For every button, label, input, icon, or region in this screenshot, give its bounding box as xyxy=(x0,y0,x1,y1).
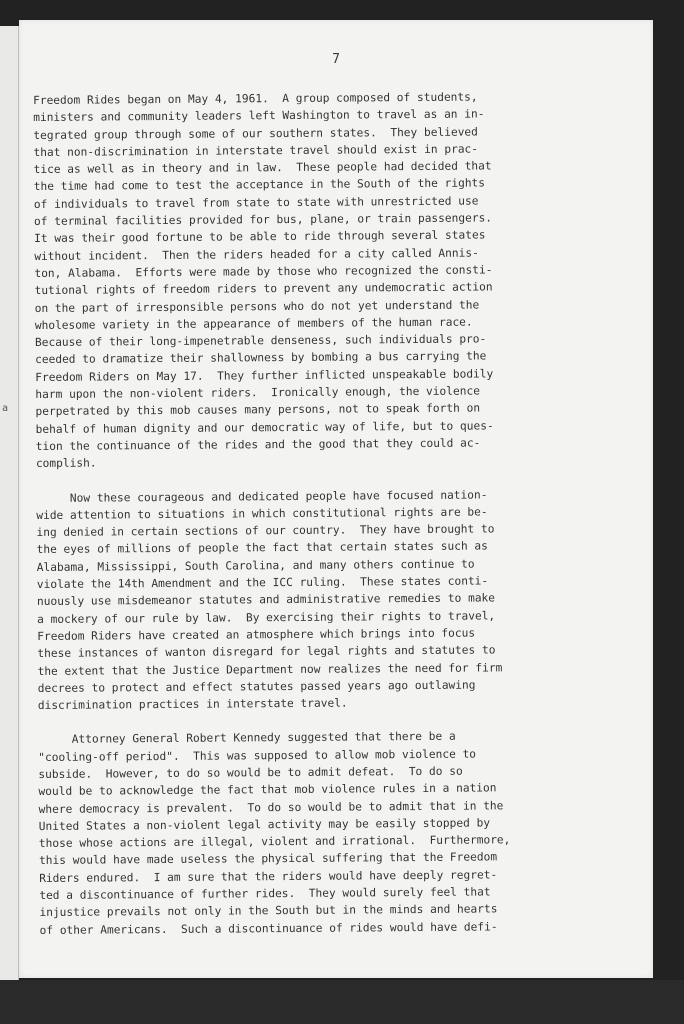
text-line: those whose actions are illegal, violent and irrational. Furthermore, xyxy=(38,833,511,851)
text-line: Freedom Riders have created an atmosphere which brings into focus xyxy=(37,626,476,643)
text-line: Freedom Riders on May 17. They further inflicted unspeakable bodily xyxy=(35,367,494,384)
text-line: that non-discrimination in interstate travel should exist in prac- xyxy=(33,142,479,159)
margin-mark: a xyxy=(2,403,9,414)
text-line: of other Americans. Such a discontinuance of rides would have defi- xyxy=(39,920,498,937)
previous-page-edge xyxy=(0,26,19,981)
text-line: wholesome variety in the appearance of members of the human race. xyxy=(34,315,473,332)
text-line: the eyes of millions of people the fact that certain states such as xyxy=(36,539,488,557)
scan-bottom-border xyxy=(0,980,684,1024)
text-line: ceeded to dramatize their shallowness by bombing a bus carrying the xyxy=(35,349,487,367)
body-text xyxy=(33,87,652,939)
text-line: ministers and community leaders left Washington to travel as an in- xyxy=(33,107,485,125)
text-line: perpetrated by this mob causes many persons, not to speak forth on xyxy=(35,401,481,419)
text-line: ing denied in certain sections of our country. They have brought to xyxy=(36,522,495,540)
text-line: harm upon the non-violent riders. Ironically enough, the violence xyxy=(35,384,480,402)
text-line: injustice prevails not only in the South but in the minds and hearts xyxy=(39,902,498,920)
text-line: Alabama, Mississippi, South Carolina, and many others continue to xyxy=(36,557,475,574)
text-line: of terminal facilities provided for bus, plane, or train passengers. xyxy=(33,211,493,229)
paragraph-1 xyxy=(33,87,648,472)
paragraph-3 xyxy=(38,727,652,939)
text-line: wide attention to situations in which constitutional rights are be- xyxy=(36,505,488,522)
text-line: this would have made useless the physical suffering that the Freedom xyxy=(38,850,498,868)
text-line: ted a discontinuance of further rides. They would surely feel that xyxy=(39,885,491,903)
text-line: "cooling-off period". This was supposed to allow mob violence to xyxy=(38,747,477,764)
text-line: Now these courageous and dedicated people have focused nation- xyxy=(36,487,488,505)
text-line: subside. However, to do so would be to admit defeat. To do so xyxy=(38,764,463,781)
text-line: Riders endured. I am sure that the riders would have deeply regret- xyxy=(39,868,498,885)
text-line: without incident. Then the riders headed for a city called Annis- xyxy=(34,246,479,263)
text-line: would be to acknowledge the fact that mob violence rules in a nation xyxy=(38,781,497,799)
page-number: 7 xyxy=(332,52,340,67)
text-line: Freedom Rides began on May 4, 1961. A group composed of students, xyxy=(33,90,478,107)
text-line: complish. xyxy=(35,456,97,471)
text-line: behalf of human dignity and our democratic way of life, but to ques- xyxy=(35,419,494,436)
document-page xyxy=(19,20,653,978)
text-line: ton, Alabama. Efforts were made by those who recognized the consti- xyxy=(34,263,493,280)
text-line: Because of their long-impenetrable denseness, such individuals pro- xyxy=(34,332,487,350)
text-line: tegrated group through some of our southern states. They believed xyxy=(33,125,478,142)
text-line: discrimination practices in interstate travel. xyxy=(37,696,348,713)
paragraph-2 xyxy=(36,485,650,715)
text-line: tion the continuance of the rides and the good that they could ac- xyxy=(35,436,481,453)
text-line: the time had come to test the acceptance in the South of the rights xyxy=(33,176,486,194)
text-line: the extent that the Justice Department now realizes the need for firm xyxy=(37,660,503,678)
text-line: of individuals to travel from state to state with unrestricted use xyxy=(33,194,479,211)
text-line: United States a non-violent legal activity may be easily stopped by xyxy=(38,816,491,833)
text-line: violate the 14th Amendment and the ICC ruling. These states conti- xyxy=(36,574,489,592)
text-line: these instances of wanton disregard for legal rights and statutes to xyxy=(37,643,496,661)
text-line: on the part of irresponsible persons who do not yet understand the xyxy=(34,298,480,315)
text-line: decrees to protect and effect statutes passed years ago outlawing xyxy=(37,678,476,695)
text-line: Attorney General Robert Kennedy suggested that there be a xyxy=(38,730,456,747)
text-line: It was their good fortune to be able to ride through several states xyxy=(34,228,486,246)
text-line: tice as well as in theory and in law. These people had decided that xyxy=(33,159,492,177)
text-line: nuously use misdemeanor statutes and administrative remedies to make xyxy=(36,591,496,609)
text-line: where democracy is prevalent. To do so would be to admit that in the xyxy=(38,798,504,816)
text-line: a mockery of our rule by law. By exercising their rights to travel, xyxy=(37,608,496,626)
text-line: tutional rights of freedom riders to prevent any undemocratic action xyxy=(34,280,493,298)
